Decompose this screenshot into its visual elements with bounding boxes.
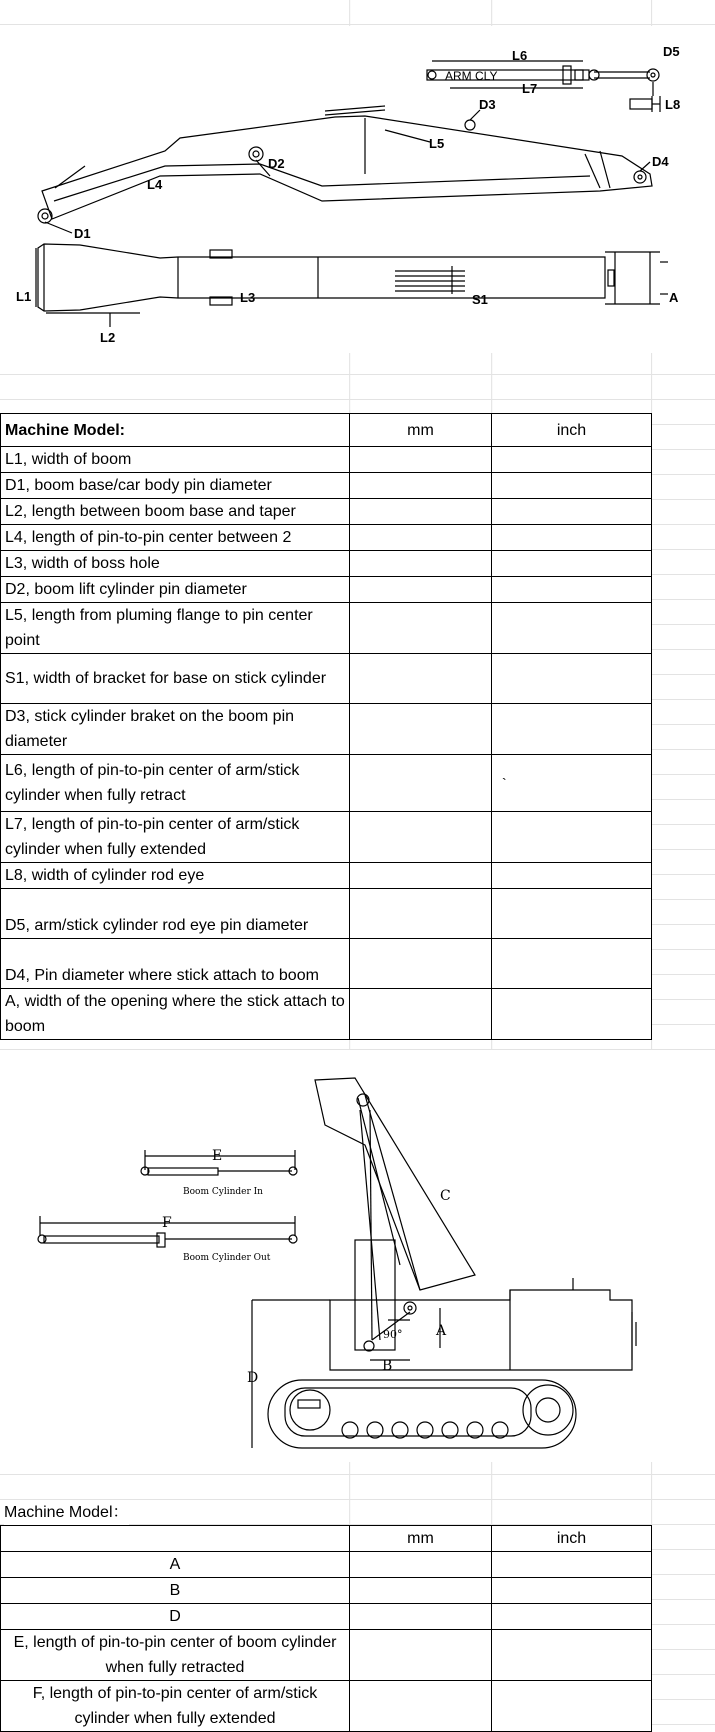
table-row — [1, 525, 652, 551]
label-arm-cly: ARM CLY — [445, 69, 498, 83]
label-s1: S1 — [472, 292, 488, 307]
row-label-f: F, length of pin-to-pin center of arm/stick cylinder when fully extended — [1, 1681, 350, 1732]
table-row — [1, 603, 652, 654]
boom-drawing — [0, 26, 715, 353]
label-d2: D2 — [268, 156, 285, 171]
label-f: F — [162, 1215, 172, 1231]
table-row — [1, 551, 652, 577]
cell-mm[interactable] — [350, 1681, 492, 1732]
label-b: B — [382, 1358, 393, 1374]
table-row — [1, 863, 652, 889]
cell-mm[interactable] — [350, 755, 492, 812]
table-row — [1, 654, 652, 704]
row-label-a: A, width of the opening where the stick attach to boom — [1, 989, 350, 1040]
boom-spec-table — [0, 413, 652, 1040]
label-a: A — [669, 290, 679, 305]
header-mm: mm — [350, 414, 492, 447]
cell-inch[interactable] — [492, 654, 652, 704]
row-label-a: A — [1, 1552, 350, 1578]
label-c: C — [440, 1188, 451, 1204]
cell-inch[interactable] — [492, 812, 652, 863]
cell-mm[interactable] — [350, 1578, 492, 1604]
cell-inch[interactable] — [492, 889, 652, 939]
table-row — [1, 447, 652, 473]
label-l8: L8 — [665, 97, 681, 112]
machine-model-label-2: Machine Model： — [4, 1500, 129, 1525]
table-row — [1, 889, 652, 939]
stray-mark: ` — [502, 775, 507, 791]
label-d5: D5 — [663, 44, 680, 59]
label-e: E — [212, 1148, 223, 1164]
label-angle: 90° — [383, 1328, 403, 1341]
machine-spec-table — [0, 1525, 652, 1732]
cell-inch[interactable] — [492, 1552, 652, 1578]
table-row — [1, 1604, 652, 1630]
cell-mm[interactable] — [350, 812, 492, 863]
row-label-d3: D3, stick cylinder braket on the boom pin diameter — [1, 704, 350, 755]
label-l2: L2 — [100, 330, 116, 345]
cell-mm[interactable] — [350, 939, 492, 989]
row-label-b: B — [1, 1578, 350, 1604]
row-label-l1: L1, width of boom — [1, 447, 350, 473]
cell-mm[interactable] — [350, 525, 492, 551]
cell-mm[interactable] — [350, 577, 492, 603]
header-label-blank — [1, 1526, 350, 1552]
cell-mm[interactable] — [350, 603, 492, 654]
header-inch: inch — [492, 414, 652, 447]
row-label-s1: S1, width of bracket for base on stick cylinder — [1, 654, 350, 704]
table-row — [1, 704, 652, 755]
row-label-e: E, length of pin-to-pin center of boom cylinder when fully retracted — [1, 1630, 350, 1681]
label-a: A — [436, 1323, 447, 1339]
cell-inch[interactable] — [492, 939, 652, 989]
table-row — [1, 499, 652, 525]
label-l3: L3 — [240, 290, 256, 305]
row-label-l6: L6, length of pin-to-pin center of arm/stick cylinder when fully retract — [1, 755, 350, 812]
cell-inch[interactable] — [492, 551, 652, 577]
label-d1: D1 — [74, 226, 91, 241]
cell-mm[interactable] — [350, 1552, 492, 1578]
row-label-d5: D5, arm/stick cylinder rod eye pin diameter — [1, 889, 350, 939]
cell-inch[interactable] — [492, 704, 652, 755]
cell-inch[interactable] — [492, 473, 652, 499]
cell-mm[interactable] — [350, 1630, 492, 1681]
cell-mm[interactable] — [350, 704, 492, 755]
table-row — [1, 473, 652, 499]
row-label-l8: L8, width of cylinder rod eye — [1, 863, 350, 889]
label-l1: L1 — [16, 289, 32, 304]
cell-mm[interactable] — [350, 499, 492, 525]
row-label-d2: D2, boom lift cylinder pin diameter — [1, 577, 350, 603]
row-label-d: D — [1, 1604, 350, 1630]
table-row — [1, 1578, 652, 1604]
row-label-d1: D1, boom base/car body pin diameter — [1, 473, 350, 499]
label-boom-cylinder-out: Boom Cylinder Out — [183, 1253, 271, 1263]
cell-inch[interactable] — [492, 755, 652, 812]
label-boom-cylinder-in: Boom Cylinder In — [183, 1187, 263, 1197]
row-label-l2: L2, length between boom base and taper — [1, 499, 350, 525]
cell-mm[interactable] — [350, 863, 492, 889]
machine-drawing — [0, 1050, 715, 1462]
cell-inch[interactable] — [492, 1604, 652, 1630]
header-mm: mm — [350, 1526, 492, 1552]
cell-mm[interactable] — [350, 447, 492, 473]
label-d3: D3 — [479, 97, 496, 112]
cell-mm[interactable] — [350, 551, 492, 577]
machine-model-label: Machine Model: — [1, 414, 350, 447]
table-row — [1, 1630, 652, 1681]
row-label-l7: L7, length of pin-to-pin center of arm/stick cylinder when fully extended — [1, 812, 350, 863]
table-row — [1, 1552, 652, 1578]
row-label-d4: D4, Pin diameter where stick attach to boom — [1, 939, 350, 989]
cell-mm[interactable] — [350, 889, 492, 939]
cell-inch[interactable] — [492, 525, 652, 551]
cell-inch[interactable] — [492, 989, 652, 1040]
label-l6: L6 — [512, 48, 528, 63]
cell-inch[interactable] — [492, 1681, 652, 1732]
table-row — [1, 989, 652, 1040]
label-l5: L5 — [429, 136, 445, 151]
table-row — [1, 939, 652, 989]
row-label-l3: L3, width of boss hole — [1, 551, 350, 577]
cell-inch[interactable] — [492, 577, 652, 603]
table-row — [1, 577, 652, 603]
row-label-l4: L4, length of pin-to-pin center between 2 — [1, 525, 350, 551]
row-label-l5: L5, length from pluming flange to pin center point — [1, 603, 350, 654]
label-d4: D4 — [652, 154, 669, 169]
cell-mm[interactable] — [350, 989, 492, 1040]
cell-inch[interactable] — [492, 603, 652, 654]
cell-inch[interactable] — [492, 447, 652, 473]
cell-mm[interactable] — [350, 654, 492, 704]
cell-mm[interactable] — [350, 473, 492, 499]
cell-inch[interactable] — [492, 1630, 652, 1681]
label-l7: L7 — [522, 81, 538, 96]
header-inch: inch — [492, 1526, 652, 1552]
table-row — [1, 755, 652, 812]
cell-inch[interactable] — [492, 1578, 652, 1604]
cell-inch[interactable] — [492, 499, 652, 525]
cell-mm[interactable] — [350, 1604, 492, 1630]
machine-diagram — [0, 1050, 715, 1462]
boom-diagram — [0, 26, 715, 353]
label-l4: L4 — [147, 177, 163, 192]
table-row — [1, 1681, 652, 1732]
label-d: D — [247, 1370, 259, 1386]
table-row — [1, 812, 652, 863]
cell-inch[interactable] — [492, 863, 652, 889]
